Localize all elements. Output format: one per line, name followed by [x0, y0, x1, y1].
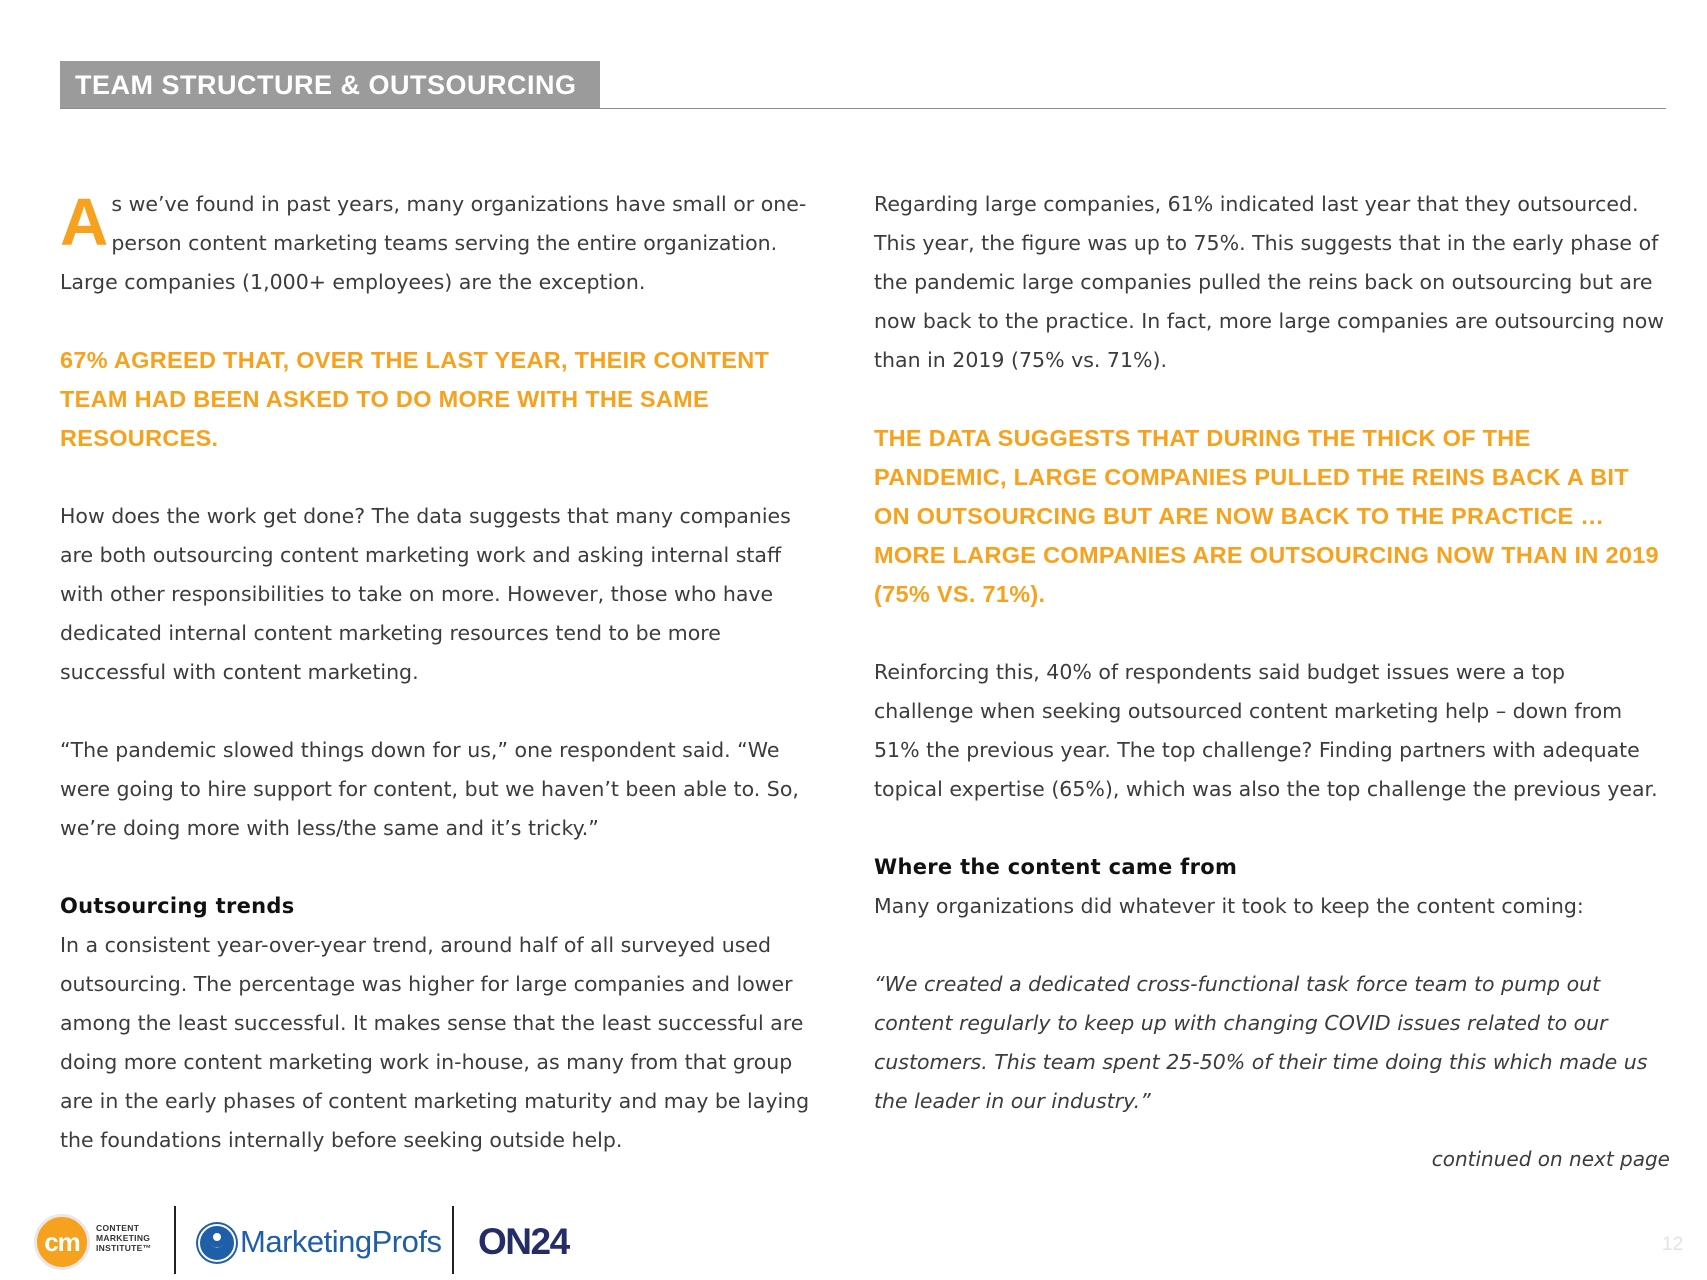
drop-cap: A — [60, 185, 109, 260]
section-divider — [60, 108, 1666, 109]
continued-note: continued on next page — [1431, 1147, 1670, 1171]
intro-paragraph — [60, 185, 830, 302]
cmi-wordmark: CONTENT MARKETING INSTITUTE™ — [96, 1223, 152, 1253]
content-marketing-institute-logo — [34, 1214, 174, 1274]
logo-divider — [174, 1206, 176, 1274]
intro-text: s we’ve found in past years, many organizations have small or one-person content marketing teams serving the entire organization. Large companies (1,000+ employees) are the exception. — [60, 192, 807, 294]
marketingprofs-wordmark: MarketingProfs — [240, 1224, 442, 1259]
paragraph-outsourcing: In a consistent year-over-year trend, around half of all surveyed used outsourcing. The percentage was higher for large companies and lower among the least successful. It makes sense that the least successful are doing more content marketing work in-house, as many from that group are in the early phases of content marketing maturity and may be laying the foundations internally before seeking outside help. — [60, 933, 810, 1152]
subhead-content-source: Where the content came from — [874, 855, 1238, 879]
paragraph-content-intro: Many organizations did whatever it took to keep the content coming: — [874, 894, 1584, 918]
paragraph-pandemic-quote: “The pandemic slowed things down for us,” one respondent said. “We were going to hire support for content, but we haven’t been able to. So, we’re doing more with less/the same and it’s tricky.” — [60, 738, 799, 840]
left-column — [60, 185, 830, 1160]
pull-quote-left: 67% AGREED THAT, OVER THE LAST YEAR, THEIR CONTENT TEAM HAD BEEN ASKED TO DO MORE WITH THE SAME RESOURCES. — [60, 347, 770, 451]
cmi-mark: cm — [34, 1214, 90, 1270]
on24-logo: ON24 — [478, 1221, 569, 1262]
paragraph-large-companies: Regarding large companies, 61% indicated last year that they outsourced. This year, the figure was up to 75%. This suggests that in the early phase of the pandemic large companies pulled the reins back on outsourcing but are now back to the practice. In fact, more large companies are outsourcing now than in 2019 (75% vs. 71%). — [874, 192, 1665, 372]
right-column — [874, 185, 1666, 1121]
respondent-quote: “We created a dedicated cross-functional task force team to pump out content regularly to keep up with changing COVID issues related to our customers. This team spent 25-50% of their time doing this which made us the leader in our industry.” — [874, 972, 1648, 1113]
subhead-outsourcing-trends: Outsourcing trends — [60, 894, 295, 918]
page-number: 12 — [1662, 1234, 1684, 1255]
logo-divider — [452, 1206, 454, 1274]
paragraph-work: How does the work get done? The data suggests that many companies are both outsourcing content marketing work and asking internal staff with other responsibilities to take on more. However, those who have dedicated internal content marketing resources tend to be more successful with content marketing. — [60, 504, 791, 684]
paragraph-budget: Reinforcing this, 40% of respondents said budget issues were a top challenge when seeking outsourced content marketing help – down from 51% the previous year. The top challenge? Finding partners with adequate topical expertise (65%), which was also the top challenge the previous year. — [874, 660, 1658, 801]
section-title: TEAM STRUCTURE & OUTSOURCING — [60, 61, 600, 109]
pull-quote-right: THE DATA SUGGESTS THAT DURING THE THICK OF THE PANDEMIC, LARGE COMPANIES PULLED THE REINS BACK A BIT ON OUTSOURCING BUT ARE NOW BACK TO THE PRACTICE … MORE LARGE COMPANIES ARE OUTSOURCING NOW THAN IN 2019 (75% VS. 71%). — [874, 425, 1659, 607]
marketingprofs-icon — [196, 1222, 238, 1264]
